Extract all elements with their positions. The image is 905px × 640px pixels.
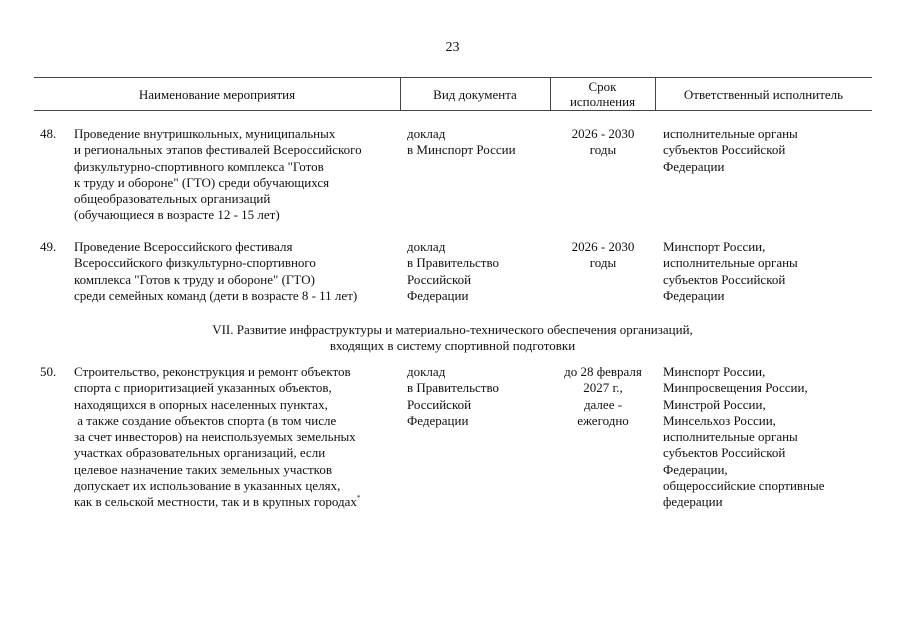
deadline: до 28 февраля 2027 г., далее - ежегодно <box>564 364 642 428</box>
row-number: 50. <box>40 364 57 379</box>
event-name: Строительство, реконструкция и ремонт объектов спорта с приоритизацией указанных объектов, находящихся в опорных населенных пунктах, а также создание объектов спорта (в том числе за счет инвесторов) на неиспользуемых земельных участках образовательных организаций, если целевое назначение таких земельных участков допускает их использование в указанных целях, как в сельской местности, так и в крупных городах* <box>74 364 361 510</box>
document-type: доклад в Правительство Российской Федерации <box>407 239 500 303</box>
document-type: доклад в Правительство Российской Федерации <box>407 364 500 428</box>
section-heading: VII. Развитие инфраструктуры и материально-технического обеспечения организаций, входящих в систему спортивной подготовки <box>212 322 693 354</box>
table-header-bottom-rule <box>34 110 872 111</box>
header-deadline: Срок исполнения <box>569 79 636 109</box>
row-number: 49. <box>40 239 57 254</box>
page-number: 23 <box>445 40 460 55</box>
deadline: 2026 - 2030 годы <box>571 126 635 158</box>
header-document-type: Вид документа <box>433 86 517 102</box>
footnote-mark: * <box>356 494 361 503</box>
header-event-name: Наименование мероприятия <box>138 86 296 102</box>
event-name: Проведение Всероссийского фестиваля Всероссийского физкультурно-спортивного комплекса "Готов к труду и обороне" (ГТО) среди семейных команд (дети в возрасте 8 - 11 лет) <box>74 239 358 303</box>
header-responsible: Ответственный исполнитель <box>683 86 844 102</box>
deadline: 2026 - 2030 годы <box>571 239 635 271</box>
responsible: Минспорт России, исполнительные органы субъектов Российской Федерации <box>663 239 798 303</box>
event-name: Проведение внутришкольных, муниципальных и региональных этапов фестивалей Всероссийского физкультурно-спортивного комплекса "Готов к труду и обороне" (ГТО) среди обучающихся общеобразовательных организаций (обучающиеся в возрасте 12 - 15 лет) <box>74 126 362 223</box>
responsible: исполнительные органы субъектов Российской Федерации <box>663 126 798 174</box>
responsible: Минспорт России, Минпросвещения России, Минстрой России, Минсельхоз России, исполнительные органы субъектов Российской Федерации, общероссийские спортивные федерации <box>663 364 825 510</box>
document-type: доклад в Минспорт России <box>407 126 516 158</box>
row-number: 48. <box>40 126 57 141</box>
